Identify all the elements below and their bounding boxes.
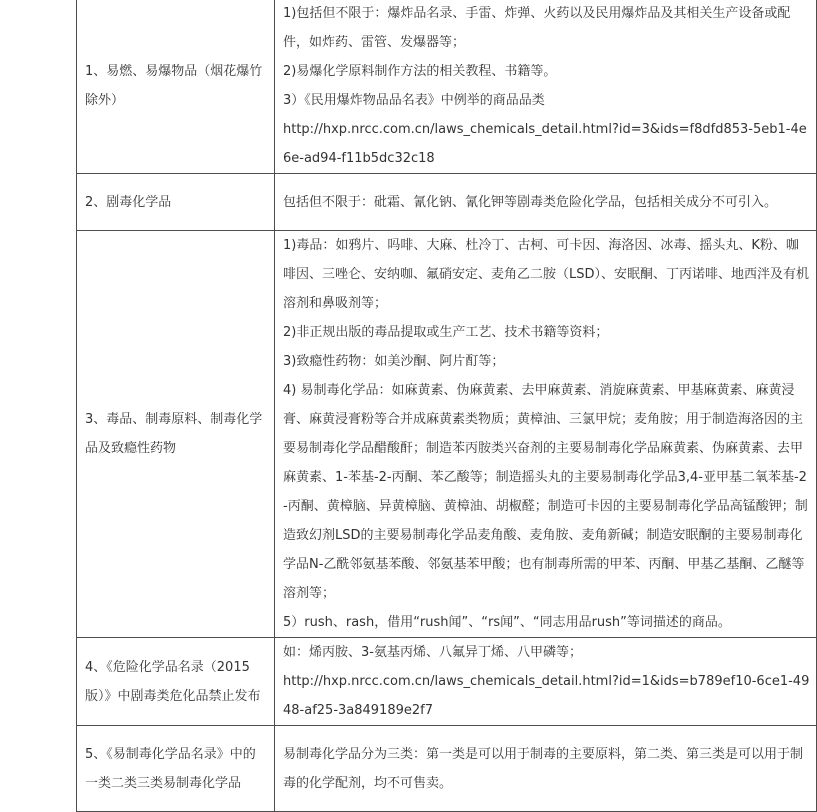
table-row: [77, 638, 817, 726]
detail-text: 包括但不限于：砒霜、氰化钠、氰化钾等剧毒类危险化学品，包括相关成分不可引入。: [283, 194, 778, 210]
detail-text: 2)非正规出版的毒品提取或生产工艺、技术书籍等资料；: [283, 325, 609, 340]
table-row: [77, 231, 817, 638]
detail-text: 易制毒化学品分为三类：第一类是可以用于制毒的主要原料，第二类、第三类是可以用于制毒的化学配剂，均不可售卖。: [283, 746, 804, 791]
detail-url: http://hxp.nrcc.com.cn/laws_chemicals_detail.html?id=3&ids=f8dfd853-5eb1-4e6e-ad94-f11b5dc32c18: [283, 122, 807, 166]
table-row: [77, 726, 817, 812]
detail-text: 5）rush、rash，借用“rush闻”、“rs闻”、“同志用品rush”等词描述的商品。: [283, 615, 731, 630]
category-cell: [77, 231, 275, 638]
details-cell: [275, 231, 817, 638]
category-cell: [77, 726, 275, 812]
category-label: 3、毒品、制毒原料、制毒化学品及致瘾性药物: [85, 412, 263, 456]
table-row: [77, 0, 817, 174]
details-cell: [275, 0, 817, 174]
category-cell: [77, 0, 275, 174]
category-label: 4、《危险化学品名录（2015版）》中剧毒类危化品禁止发布: [85, 659, 261, 704]
detail-text: 1)毒品：如鸦片、吗啡、大麻、杜冷丁、古柯、可卡因、海洛因、冰毒、摇头丸、K粉、咖啡因、三唑仑、安纳咖、氟硝安定、麦角乙二胺（LSD）、安眠酮、丁丙诺啡、地西泮及有机溶剂和鼻吸剂等；: [283, 238, 810, 311]
category-cell: [77, 638, 275, 726]
details-cell: [275, 638, 817, 726]
table-row: [77, 174, 817, 231]
category-label: 5、《易制毒化学品名录》中的一类二类三类易制毒化学品: [85, 746, 256, 791]
detail-text: 3)致瘾性药物：如美沙酮、阿片酊等；: [283, 354, 505, 369]
prohibited-items-table: [76, 0, 817, 812]
detail-text: 1)包括但不限于：爆炸品名录、手雷、炸弹、火药以及民用爆炸品及其相关生产设备或配件，如炸药、雷管、发爆器等；: [283, 6, 791, 50]
details-cell: [275, 726, 817, 812]
detail-text: 如：烯丙胺、3-氨基丙烯、八氟异丁烯、八甲磷等；: [283, 645, 582, 660]
category-label: 1、易燃、易爆物品（烟花爆竹除外）: [85, 64, 263, 108]
detail-url: http://hxp.nrcc.com.cn/laws_chemicals_detail.html?id=1&ids=b789ef10-6ce1-4948-af25-3a849189e2f7: [283, 674, 810, 718]
category-cell: [77, 174, 275, 231]
detail-text: 2)易爆化学原料制作方法的相关教程、书籍等。: [283, 64, 557, 79]
category-label: 2、剧毒化学品: [85, 194, 172, 210]
detail-text: 3）《民用爆炸物品品名表》中例举的商品品类: [283, 93, 545, 108]
details-cell: [275, 174, 817, 231]
detail-text: 4) 易制毒化学品：如麻黄素、伪麻黄素、去甲麻黄素、消旋麻黄素、甲基麻黄素、麻黄浸膏、麻黄浸膏粉等合并成麻黄素类物质；黄樟油、三氯甲烷；麦角胺；用于制造海洛因的主要易制毒化学品醋酸酐；制造苯丙胺类兴奋剂的主要易制毒化学品麻黄素、伪麻黄素、去甲麻黄素、1-苯基-2-丙酮、苯乙酸等；制造摇头丸的主要易制毒化学品3,4-亚甲基二氧苯基-2-丙酮、黄樟脑、异黄樟脑、黄樟油、胡椒醛；制造可卡因的主要易制毒化学品高锰酸钾；制造致幻剂LSD的主要易制毒化学品麦角酸、麦角胺、麦角新碱；制造安眠酮的主要易制毒化学品N-乙酰邻氨基苯酸、邻氨基苯甲酸；也有制毒所需的甲苯、丙酮、甲基乙基酮、乙醚等溶剂等；: [283, 383, 808, 601]
